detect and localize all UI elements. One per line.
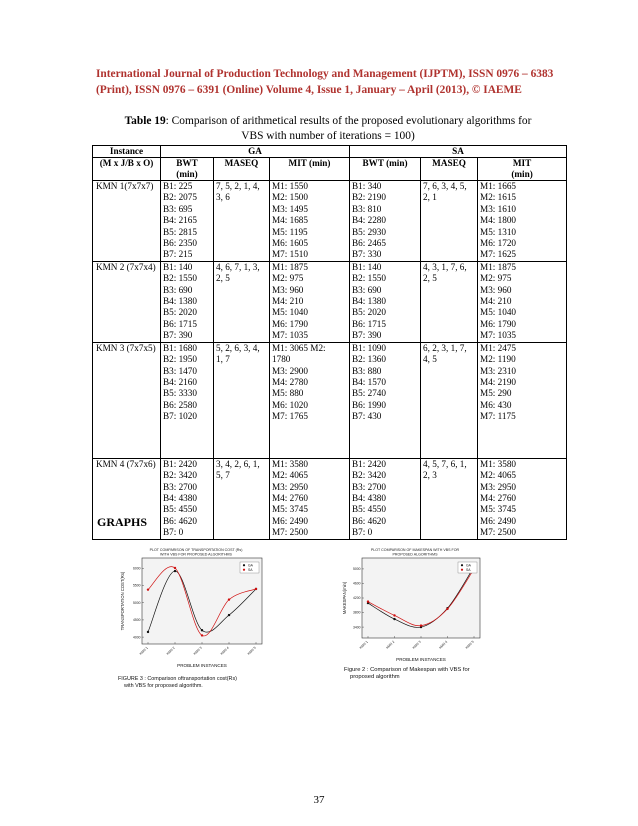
cell-line: B5: 2020 (163, 307, 197, 318)
cell-line: M2: 1500 (272, 192, 308, 203)
table-caption (92, 114, 564, 144)
cell-ga_seq: 7, 5, 2, 1, 4, 3, 6 (214, 181, 270, 262)
cell-line: M5: 290 (480, 388, 512, 399)
cell-line: M6: 1605 (272, 238, 308, 249)
header-instance-sub: (M x J/B x O) (93, 158, 161, 181)
cell-ga_bwt (161, 181, 214, 262)
cell-line: B4: 2165 (163, 215, 197, 226)
cell-line: M7: 2500 (480, 527, 517, 538)
y-tick-label: 4500 (132, 618, 141, 623)
cell-sa_mit (478, 342, 567, 458)
cell-line: M6: 2490 (272, 515, 308, 526)
data-point-sa (147, 588, 149, 590)
cell-ga_bwt (161, 342, 214, 458)
cell-line: B1: 2420 (352, 458, 386, 469)
cell-line: M7: 1175 (480, 411, 516, 422)
data-point-ga (393, 618, 395, 620)
table-caption-text2: VBS with number of iterations = 100) (241, 130, 415, 142)
cell-sa_seq: 6, 2, 3, 1, 7, 4, 5 (421, 342, 478, 458)
data-point-sa (255, 588, 257, 590)
cell-line: B3: 1470 (163, 365, 197, 376)
cell-line: M3: 1610 (480, 203, 517, 214)
cell-line: M3: 960 (272, 284, 304, 295)
cell-instance: KMN 1(7x7x7) (93, 181, 161, 262)
header-ga-mit: MIT (min) (270, 158, 350, 181)
figure2-caption: Figure 2 : Comparison of Makespan with VBS for proposed algorithm (344, 667, 470, 680)
cell-line: M4: 1800 (480, 215, 517, 226)
cell-line: B1: 1090 (352, 342, 386, 353)
cell-instance: KMN 4 (7x7x6) (93, 458, 161, 539)
cell-line: B2: 1360 (352, 354, 386, 365)
cell-line: M2: 1615 (480, 192, 517, 203)
x-tick-label: KMN 5 (464, 639, 475, 650)
cell-line: B3: 2700 (352, 481, 386, 492)
cell-line: M7: 1765 (272, 411, 308, 422)
legend-label-ga: GA (248, 563, 253, 568)
data-point-sa (393, 614, 395, 616)
x-axis-label: PROBLEM INSTANCES (177, 663, 227, 668)
cell-line: B4: 2160 (163, 376, 197, 387)
x-tick-label: KMN 3 (411, 639, 422, 650)
journal-header (96, 67, 556, 98)
header-ga-bwt: BWT (min) (161, 158, 214, 181)
y-tick-label: 5500 (132, 583, 141, 588)
cell-line: M1: 3065 M2: (272, 342, 326, 353)
cell-line: B1: 225 (163, 181, 193, 191)
journal-header-line2: (Print), ISSN 0976 – 6391 (Online) Volume 4, Issue 1, January – April (2013), © IAEME (96, 83, 522, 96)
header-sa-bwt: BWT (min) (350, 158, 421, 181)
data-point-sa (174, 567, 176, 569)
cell-line: M5: 1310 (480, 226, 517, 237)
cell-line: B6: 4620 (352, 515, 386, 526)
cell-line: M4: 2760 (272, 492, 308, 503)
cell-line: B5: 2815 (163, 226, 197, 237)
makespan-chart (340, 546, 486, 670)
cell-line: M2: 1190 (480, 354, 516, 365)
cell-line: B7: 0 (352, 527, 373, 538)
cell-ga_mit (270, 458, 350, 539)
cell-line: B3: 2700 (163, 481, 197, 492)
cell-line: B4: 4380 (163, 492, 197, 503)
cell-line: M2: 975 (272, 273, 304, 284)
cell-line: B1: 140 (163, 261, 193, 272)
y-tick-label: 4600 (352, 581, 361, 586)
cell-line: B3: 880 (352, 365, 382, 376)
cell-line: M2: 4065 (272, 470, 308, 481)
cell-line: B4: 2280 (352, 215, 386, 226)
figure-transportation-cost (118, 546, 268, 670)
y-tick-label: 6000 (132, 566, 141, 571)
cell-line: M4: 210 (272, 296, 304, 307)
cell-line: B7: 330 (352, 249, 382, 260)
cell-sa_seq: 4, 3, 1, 7, 6, 2, 5 (421, 261, 478, 342)
data-point-ga (228, 614, 230, 616)
cell-line: M1: 1665 (480, 181, 517, 191)
cell-line: B2: 1550 (163, 273, 197, 284)
legend-label-sa: SA (466, 568, 471, 572)
cell-line: M2: 4065 (480, 470, 517, 481)
cell-line: M3: 2900 (272, 365, 308, 376)
cell-line: B4: 1380 (163, 296, 197, 307)
cell-line: B3: 690 (163, 284, 193, 295)
cell-line: B7: 0 (163, 527, 184, 538)
cell-line: M4: 2760 (480, 492, 517, 503)
y-axis-label: MAKESPAN(min) (342, 581, 347, 615)
cell-line: B6: 2580 (163, 399, 197, 410)
legend-marker-sa (461, 569, 463, 571)
cell-line: B7: 1020 (163, 411, 197, 422)
chart-title: PLOT COMPARISON OF MAKESPAN WITH VBS FOR (370, 548, 460, 552)
cell-line: M5: 880 (272, 388, 304, 399)
x-tick-label: KMN 1 (358, 639, 369, 650)
cell-line: B1: 2420 (163, 458, 197, 469)
cell-line: M5: 1040 (480, 307, 517, 318)
cell-line: B5: 2740 (352, 388, 386, 399)
cell-line: B2: 3420 (352, 470, 386, 481)
cell-line: B2: 2190 (352, 192, 386, 203)
cell-line: B2: 2075 (163, 192, 197, 203)
cell-line: M3: 1495 (272, 203, 308, 214)
cell-instance: KMN 3 (7x7x5) (93, 342, 161, 458)
cell-line: M3: 2310 (480, 365, 517, 376)
cell-line: M7: 1035 (272, 330, 308, 341)
table-caption-text: : Comparison of arithmetical results of the proposed evolutionary algorithms for (165, 115, 532, 127)
legend-label-sa: SA (248, 568, 253, 572)
cell-line: B6: 2465 (352, 238, 386, 249)
cell-line: B5: 4550 (163, 504, 197, 515)
cell-line: M5: 1195 (272, 226, 308, 237)
cell-line: B2: 1950 (163, 354, 197, 365)
header-ga: GA (161, 146, 350, 158)
header-ga-maseq: MASEQ (214, 158, 270, 181)
header-sa: SA (350, 146, 567, 158)
chart-title: PLOT COMPARISON OF TRANSPORTATION COST (Rs) (149, 548, 243, 552)
table-caption-label: Table 19 (124, 115, 166, 127)
data-point-ga (174, 570, 176, 572)
cell-ga_mit (270, 181, 350, 262)
cell-line: B6: 2350 (163, 238, 197, 249)
x-tick-label: KMN 1 (138, 645, 149, 656)
table-body (93, 181, 567, 540)
cell-line: M1: 3580 (272, 458, 308, 469)
page-number: 37 (313, 794, 325, 806)
cell-ga_seq: 5, 2, 6, 3, 4, 1, 7 (214, 342, 270, 458)
legend-marker-sa (243, 569, 245, 571)
data-point-ga (201, 629, 203, 631)
cell-sa_seq: 7, 6, 3, 4, 5, 2, 1 (421, 181, 478, 262)
cell-line: M6: 1020 (272, 399, 308, 410)
cell-line: B3: 695 (163, 203, 193, 214)
cell-line: M1: 1875 (272, 261, 308, 272)
table-row (93, 181, 567, 262)
legend-marker-ga (243, 564, 245, 566)
header-sa-maseq: MASEQ (421, 158, 478, 181)
cell-sa_mit (478, 181, 567, 262)
y-tick-label: 5000 (352, 567, 361, 572)
x-tick-label: KMN 5 (246, 645, 257, 656)
cell-line: M7: 1510 (272, 249, 308, 260)
cell-line: B6: 1715 (163, 318, 197, 329)
cell-ga_seq: 3, 4, 2, 6, 1, 5, 7 (214, 458, 270, 539)
cell-ga_seq: 4, 6, 7, 1, 3, 2, 5 (214, 261, 270, 342)
header-sa-mit: MIT (min) (478, 158, 567, 181)
cell-instance: KMN 2 (7x7x4) (93, 261, 161, 342)
data-point-sa (446, 608, 448, 610)
cell-line: B1: 140 (352, 261, 382, 272)
cell-sa_bwt (350, 181, 421, 262)
cell-line: B6: 4620 (163, 515, 197, 526)
cell-line: B1: 340 (352, 181, 382, 191)
header-instance: Instance (93, 146, 161, 158)
cell-line: B3: 690 (352, 284, 382, 295)
chart-title-line2: WITH VBS FOR PROPOSED ALGORITHMS (160, 552, 232, 557)
cell-line: M7: 1625 (480, 249, 517, 260)
cell-line: B2: 3420 (163, 470, 197, 481)
figure3-caption: FIGURE 3 : Comparison oftransportation cost(Rs) with VBS for proposed algorithm. (118, 676, 237, 689)
journal-header-line1: International Journal of Production Technology and Management (IJPTM), ISSN 0976 – 6383 (96, 68, 554, 80)
cell-ga_mit (270, 342, 350, 458)
cell-line: M5: 3745 (480, 504, 517, 515)
cell-line: M5: 1040 (272, 307, 308, 318)
x-tick-label: KMN 4 (438, 639, 449, 650)
cell-line: B5: 2930 (352, 226, 386, 237)
y-tick-label: 5000 (132, 600, 141, 605)
x-tick-label: KMN 3 (192, 645, 203, 656)
cell-line: M3: 2950 (272, 481, 308, 492)
cell-line: M6: 2490 (480, 515, 517, 526)
x-tick-label: KMN 2 (165, 645, 176, 656)
y-tick-label: 4200 (352, 596, 361, 601)
cell-line: B3: 810 (352, 203, 382, 214)
cell-line: B4: 1570 (352, 376, 386, 387)
cell-ga_bwt (161, 458, 214, 539)
cell-line: M4: 210 (480, 296, 512, 307)
figure-makespan (340, 546, 486, 670)
cell-line: M6: 430 (480, 399, 512, 410)
cell-line: M6: 1790 (480, 318, 517, 329)
cell-line: M4: 1685 (272, 215, 308, 226)
y-axis-label: TRANSPORTATION COST(Rs) (120, 571, 125, 631)
cell-sa_mit (478, 261, 567, 342)
cell-line: M6: 1720 (480, 238, 517, 249)
cell-line: M7: 1035 (480, 330, 517, 341)
transportation-cost-chart (118, 546, 268, 670)
cell-line: M2: 975 (480, 273, 512, 284)
table-row (93, 342, 567, 458)
cell-line: B2: 1550 (352, 273, 386, 284)
cell-ga_mit (270, 261, 350, 342)
cell-line: B4: 4380 (352, 492, 386, 503)
cell-line: B5: 3330 (163, 388, 197, 399)
data-point-ga (147, 631, 149, 633)
results-table (92, 145, 567, 540)
cell-sa_bwt (350, 342, 421, 458)
cell-ga_bwt (161, 261, 214, 342)
table-row (93, 261, 567, 342)
cell-line: B7: 390 (163, 330, 193, 341)
cell-line: M4: 2190 (480, 376, 517, 387)
data-point-sa (201, 634, 203, 636)
x-axis-label: PROBLEM INSTANCES (396, 657, 446, 662)
x-tick-label: KMN 2 (385, 639, 396, 650)
cell-line: M1: 2475 (480, 342, 517, 353)
cell-line: B7: 430 (352, 411, 382, 422)
cell-line: M4: 2780 (272, 376, 308, 387)
x-tick-label: KMN 4 (219, 645, 230, 656)
table-row (93, 458, 567, 539)
graphs-heading: GRAPHS (97, 515, 148, 529)
cell-line: M1: 1875 (480, 261, 517, 272)
y-tick-label: 3800 (352, 610, 361, 615)
cell-line: 1780 (272, 354, 291, 365)
cell-line: M3: 960 (480, 284, 512, 295)
data-point-sa (367, 600, 369, 602)
cell-line: M6: 1790 (272, 318, 308, 329)
cell-sa_mit (478, 458, 567, 539)
cell-line: B6: 1715 (352, 318, 386, 329)
cell-line: B5: 2020 (352, 307, 386, 318)
cell-line: B7: 215 (163, 249, 193, 260)
cell-line: M5: 3745 (272, 504, 308, 515)
cell-sa_seq: 4, 5, 7, 6, 1, 2, 3 (421, 458, 478, 539)
cell-sa_bwt (350, 261, 421, 342)
cell-line: B1: 1680 (163, 342, 197, 353)
data-point-sa (420, 624, 422, 626)
chart-title-line2: PROPOSED ALGORITHMS (392, 552, 438, 557)
cell-line: B6: 1990 (352, 399, 386, 410)
cell-sa_bwt (350, 458, 421, 539)
cell-line: B4: 1380 (352, 296, 386, 307)
legend-label-ga: GA (466, 563, 471, 568)
cell-line: M1: 1550 (272, 181, 308, 191)
y-tick-label: 4000 (132, 635, 141, 640)
data-point-sa (228, 598, 230, 600)
cell-line: M7: 2500 (272, 527, 308, 538)
cell-line: M3: 2950 (480, 481, 517, 492)
cell-line: B7: 390 (352, 330, 382, 341)
legend-marker-ga (461, 564, 463, 566)
y-tick-label: 3400 (352, 625, 361, 630)
cell-line: B5: 4550 (352, 504, 386, 515)
cell-line: M1: 3580 (480, 458, 517, 469)
